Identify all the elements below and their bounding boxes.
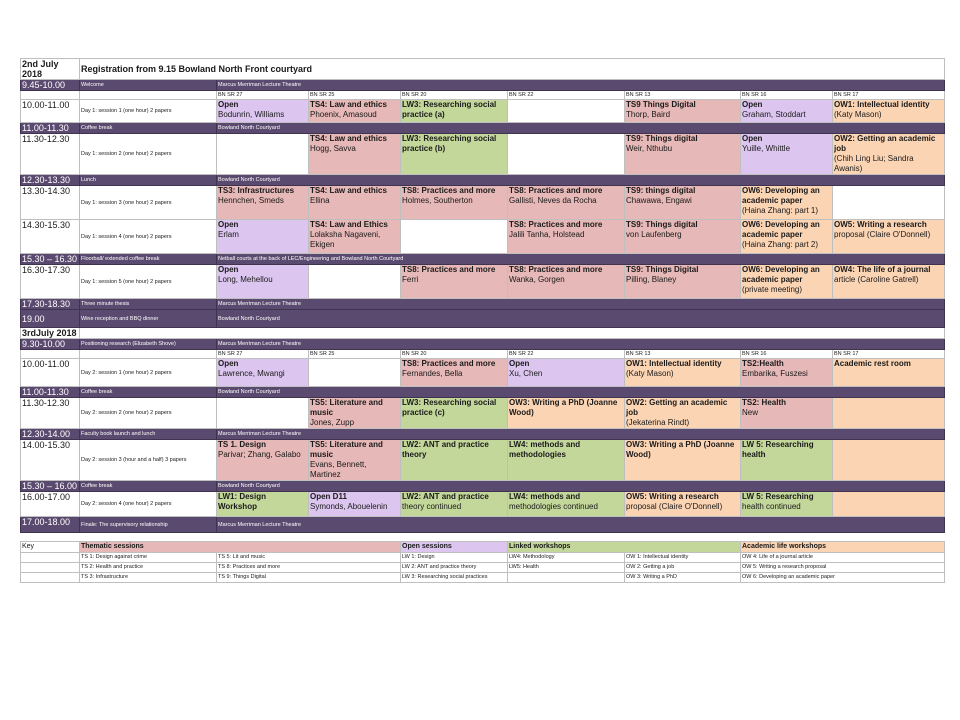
break-label: Three minute thesis [80,299,217,310]
session-label: Day 1: session 1 (one hour) 2 papers [80,100,217,123]
day2-date: 3rdJuly 2018 [21,328,80,339]
room-header: BN SR 16 [741,350,833,359]
break-room: Bowland North Courtyard [217,123,945,134]
break-time: 17.00-18.00 [21,517,80,533]
break-room: Bowland North Courtyard [217,387,945,398]
session-cell: TS9: Things digital Weir, Nthubu [625,134,741,175]
session-cell: LW3: Researching social practice (a) [401,100,508,123]
break-room: Marcus Merriman Lecture Theatre [217,429,945,440]
welcome-room: Marcus Merriman Lecture Theatre [217,80,945,91]
session-cell: Academic rest room [833,359,945,387]
session-label: Day 1: session 2 (one hour) 2 papers [80,134,217,175]
session-cell: TS9: Things Digital Pilling, Blaney [625,265,741,299]
session-cell: TS9: things digital Chawawa, Engawi [625,186,741,220]
timetable-sheet [20,58,945,583]
room-header: BN SR 25 [309,91,401,100]
session-time: 16.30-17.30 [21,265,80,299]
session-cell: Open Long, Mehellou [217,265,309,299]
session-label: Day 2: session 3 (hour and a half) 3 papers [80,440,217,481]
session-cell: LW 5: Researching health continued [741,492,833,517]
session-cell: TS2:Health Embarika, Fuszesi [741,359,833,387]
session-cell: Open Erlam [217,220,309,254]
welcome-time: 9.45-10.00 [21,80,80,91]
day1-date: 2nd July 2018 [21,59,80,80]
session-cell: TS4: Law and Ethics Lolaksha Nagaveni, Ekigen [309,220,401,254]
session-cell: LW4: methods and methodologies [508,440,625,481]
break-time: 12.30-13.30 [21,175,80,186]
key-academic: Academic life workshops [741,542,945,553]
session-cell-empty [217,134,309,175]
key-item: LW 2: ANT and practice theory [401,563,508,573]
key-open: Open sessions [401,542,508,553]
key-linked: Linked workshops [508,542,741,553]
session-cell: TS4: Law and ethics Ellina [309,186,401,220]
session-cell: OW3: Writing a PhD (Joanne Wood) [625,440,741,481]
session-time: 11.30-12.30 [21,134,80,175]
room-header: BN SR 22 [508,350,625,359]
break-time: 15.30 – 16.30 [21,254,80,265]
timetable [20,58,945,583]
session-label: Day 2: session 1 (one hour) 2 papers [80,359,217,387]
break-label: Coffee break [80,123,217,134]
session-cell-empty [309,359,401,387]
session-cell-empty [309,265,401,299]
session-cell: OW4: The life of a journal article (Caroline Gatrell) [833,265,945,299]
session-cell-empty [401,220,508,254]
break-time: 19.00 [21,310,80,328]
break-label: Lunch [80,175,217,186]
session-cell: LW 5: Researching health [741,440,833,481]
key-item: TS 3: Infrastructure [80,573,217,583]
session-label: Day 2: session 4 (one hour) 2 papers [80,492,217,517]
key-item: LW 1: Design [401,553,508,563]
break-label: Finale: The supervisory relationship [80,517,217,533]
session-cell: TS5: Literature and music Evans, Bennett, Martinez [309,440,401,481]
break-room: Marcus Merriman Lecture Theatre [217,517,945,533]
session-time: 11.30-12.30 [21,398,80,429]
room-header: BN SR 25 [309,350,401,359]
session-label: Day 1: session 5 (one hour) 2 papers [80,265,217,299]
key-item: LW5: Health [508,563,625,573]
session-cell: LW3: Researching social practice (c) [401,398,508,429]
session-cell: Open Yuille, Whittle [741,134,833,175]
session-cell: OW6: Developing an academic paper (Haina Zhang: part 2) [741,220,833,254]
key-title: Key [21,542,80,553]
session-cell: OW2: Getting an academic job (Jekaterina Rindt) [625,398,741,429]
session-cell-empty [508,134,625,175]
session-cell-empty [833,186,945,220]
session-cell: OW5: Writing a research proposal (Claire O'Donnell) [625,492,741,517]
registration-note: Registration from 9.15 Bowland North Front courtyard [80,59,945,80]
break-label: Wine reception and BBQ dinner [80,310,217,328]
key-item: OW 5: Writing a research proposal [741,563,945,573]
key-item: LW 3: Researching social practices [401,573,508,583]
room-header: BN SR 27 [217,350,309,359]
key-item: TS 8: Practices and more [217,563,401,573]
room-header: BN SR 13 [625,91,741,100]
session-cell-empty [833,492,945,517]
session-cell: TS5: Literature and music Jones, Zupp [309,398,401,429]
welcome-label: Welcome [80,80,217,91]
session-label: Day 2: session 2 (one hour) 2 papers [80,398,217,429]
session-cell: LW2: ANT and practice theory continued [401,492,508,517]
session-cell: TS8: Practices and more Fernandes, Bella [401,359,508,387]
key-item: TS 9: Things Digital [217,573,401,583]
session-label: Day 1: session 4 (one hour) 2 papers [80,220,217,254]
room-header: BN SR 20 [401,350,508,359]
break-label: Faculty book launch and lunch [80,429,217,440]
room-header: BN SR 20 [401,91,508,100]
session-cell: TS2: Health New [741,398,833,429]
room-header: BN SR 13 [625,350,741,359]
session-cell: LW4: methods and methodologies continued [508,492,625,517]
key-thematic: Thematic sessions [80,542,401,553]
room-header: BN SR 17 [833,91,945,100]
session-cell: OW1: Intellectual identity (Katy Mason) [625,359,741,387]
break-room: Bowland North Courtyard [217,481,945,492]
session-cell: OW5: Writing a research proposal (Claire O'Donnell) [833,220,945,254]
session-cell: TS3: Infrastructures Hennchen, Smeds [217,186,309,220]
break-room: Marcus Merriman Lecture Theatre [217,299,945,310]
session-cell: Open Graham, Stoddart [741,100,833,123]
session-cell: OW2: Getting an academic job (Chih Ling Liu; Sandra Awanis) [833,134,945,175]
session-cell: TS8: Practices and more Jalili Tanha, Holstead [508,220,625,254]
session-cell: Open Xu, Chen [508,359,625,387]
break-room: Bowland North Courtyard [217,310,945,328]
session-cell: TS4: Law and ethics Phoenix, Amasoud [309,100,401,123]
key-item: OW 1: Intellectual identity [625,553,741,563]
break-time: 9.30-10.00 [21,339,80,350]
session-cell: TS9 Things Digital Thorp, Baird [625,100,741,123]
break-time: 17.30-18.30 [21,299,80,310]
session-cell: OW6: Developing an academic paper (Haina Zhang: part 1) [741,186,833,220]
session-cell: TS8: Practices and more Holmes, Southerton [401,186,508,220]
session-cell-empty [833,440,945,481]
key-item: OW 6: Developing an academic paper [741,573,945,583]
session-time: 10.00-11.00 [21,359,80,387]
session-cell: TS8: Practices and more Wanka, Gorgen [508,265,625,299]
session-cell: TS4: Law and ethics Hogg, Savva [309,134,401,175]
room-header: BN SR 22 [508,91,625,100]
session-time: 13.30-14.30 [21,186,80,220]
break-time: 12.30-14.00 [21,429,80,440]
room-header: BN SR 16 [741,91,833,100]
session-cell: TS 1. Design Parivar; Zhang, Galabo [217,440,309,481]
break-label: Coffee break [80,387,217,398]
break-room: Netball courts at the back of LEC/Engineering and Bowland North Courtyard [217,254,945,265]
session-cell: OW1: Intellectual identity (Katy Mason) [833,100,945,123]
session-cell: OW6: Developing an academic paper (private meeting) [741,265,833,299]
key-item [508,573,625,583]
session-cell: LW2: ANT and practice theory [401,440,508,481]
session-cell-empty [217,398,309,429]
session-cell-empty [508,100,625,123]
key-item: OW 4: Life of a journal article [741,553,945,563]
break-room: Bowland North Courtyard [217,175,945,186]
session-cell: TS8: Practices and more Gallisti, Neves da Rocha [508,186,625,220]
break-label: Coffee break [80,481,217,492]
break-time: 11.00-11.30 [21,387,80,398]
break-label: Floorball/ extended coffee break [80,254,217,265]
session-time: 14.30-15.30 [21,220,80,254]
key-item: OW 2: Getting a job [625,563,741,573]
session-cell-empty [833,398,945,429]
session-cell: LW3: Researching social practice (b) [401,134,508,175]
session-label: Day 1: session 3 (one hour) 2 papers [80,186,217,220]
break-room: Marcus Merriman Lecture Theatre [217,339,945,350]
break-time: 11.00-11.30 [21,123,80,134]
key-item: TS 1: Design against crime [80,553,217,563]
key-item: TS 2: Health and practice [80,563,217,573]
room-header: BN SR 27 [217,91,309,100]
session-cell: TS8: Practices and more Ferri [401,265,508,299]
session-time: 16.00-17.00 [21,492,80,517]
session-cell: LW1: Design Workshop [217,492,309,517]
session-cell: Open Bodunrin, Williams [217,100,309,123]
break-time: 15.30 – 16.00 [21,481,80,492]
room-header: BN SR 17 [833,350,945,359]
session-time: 14.00-15.30 [21,440,80,481]
session-cell: OW3: Writing a PhD (Joanne Wood) [508,398,625,429]
session-time: 10.00-11.00 [21,100,80,123]
session-cell: Open D11 Symonds, Abouelenin [309,492,401,517]
key-item: TS 5: Lit and music [217,553,401,563]
key-item: LW4: Methodology [508,553,625,563]
break-label: Positioning research (Elizabeth Shove) [80,339,217,350]
session-cell: Open Lawrence, Mwangi [217,359,309,387]
key-item: OW 3: Writing a PhD [625,573,741,583]
session-cell: TS9: Things digital von Laufenberg [625,220,741,254]
